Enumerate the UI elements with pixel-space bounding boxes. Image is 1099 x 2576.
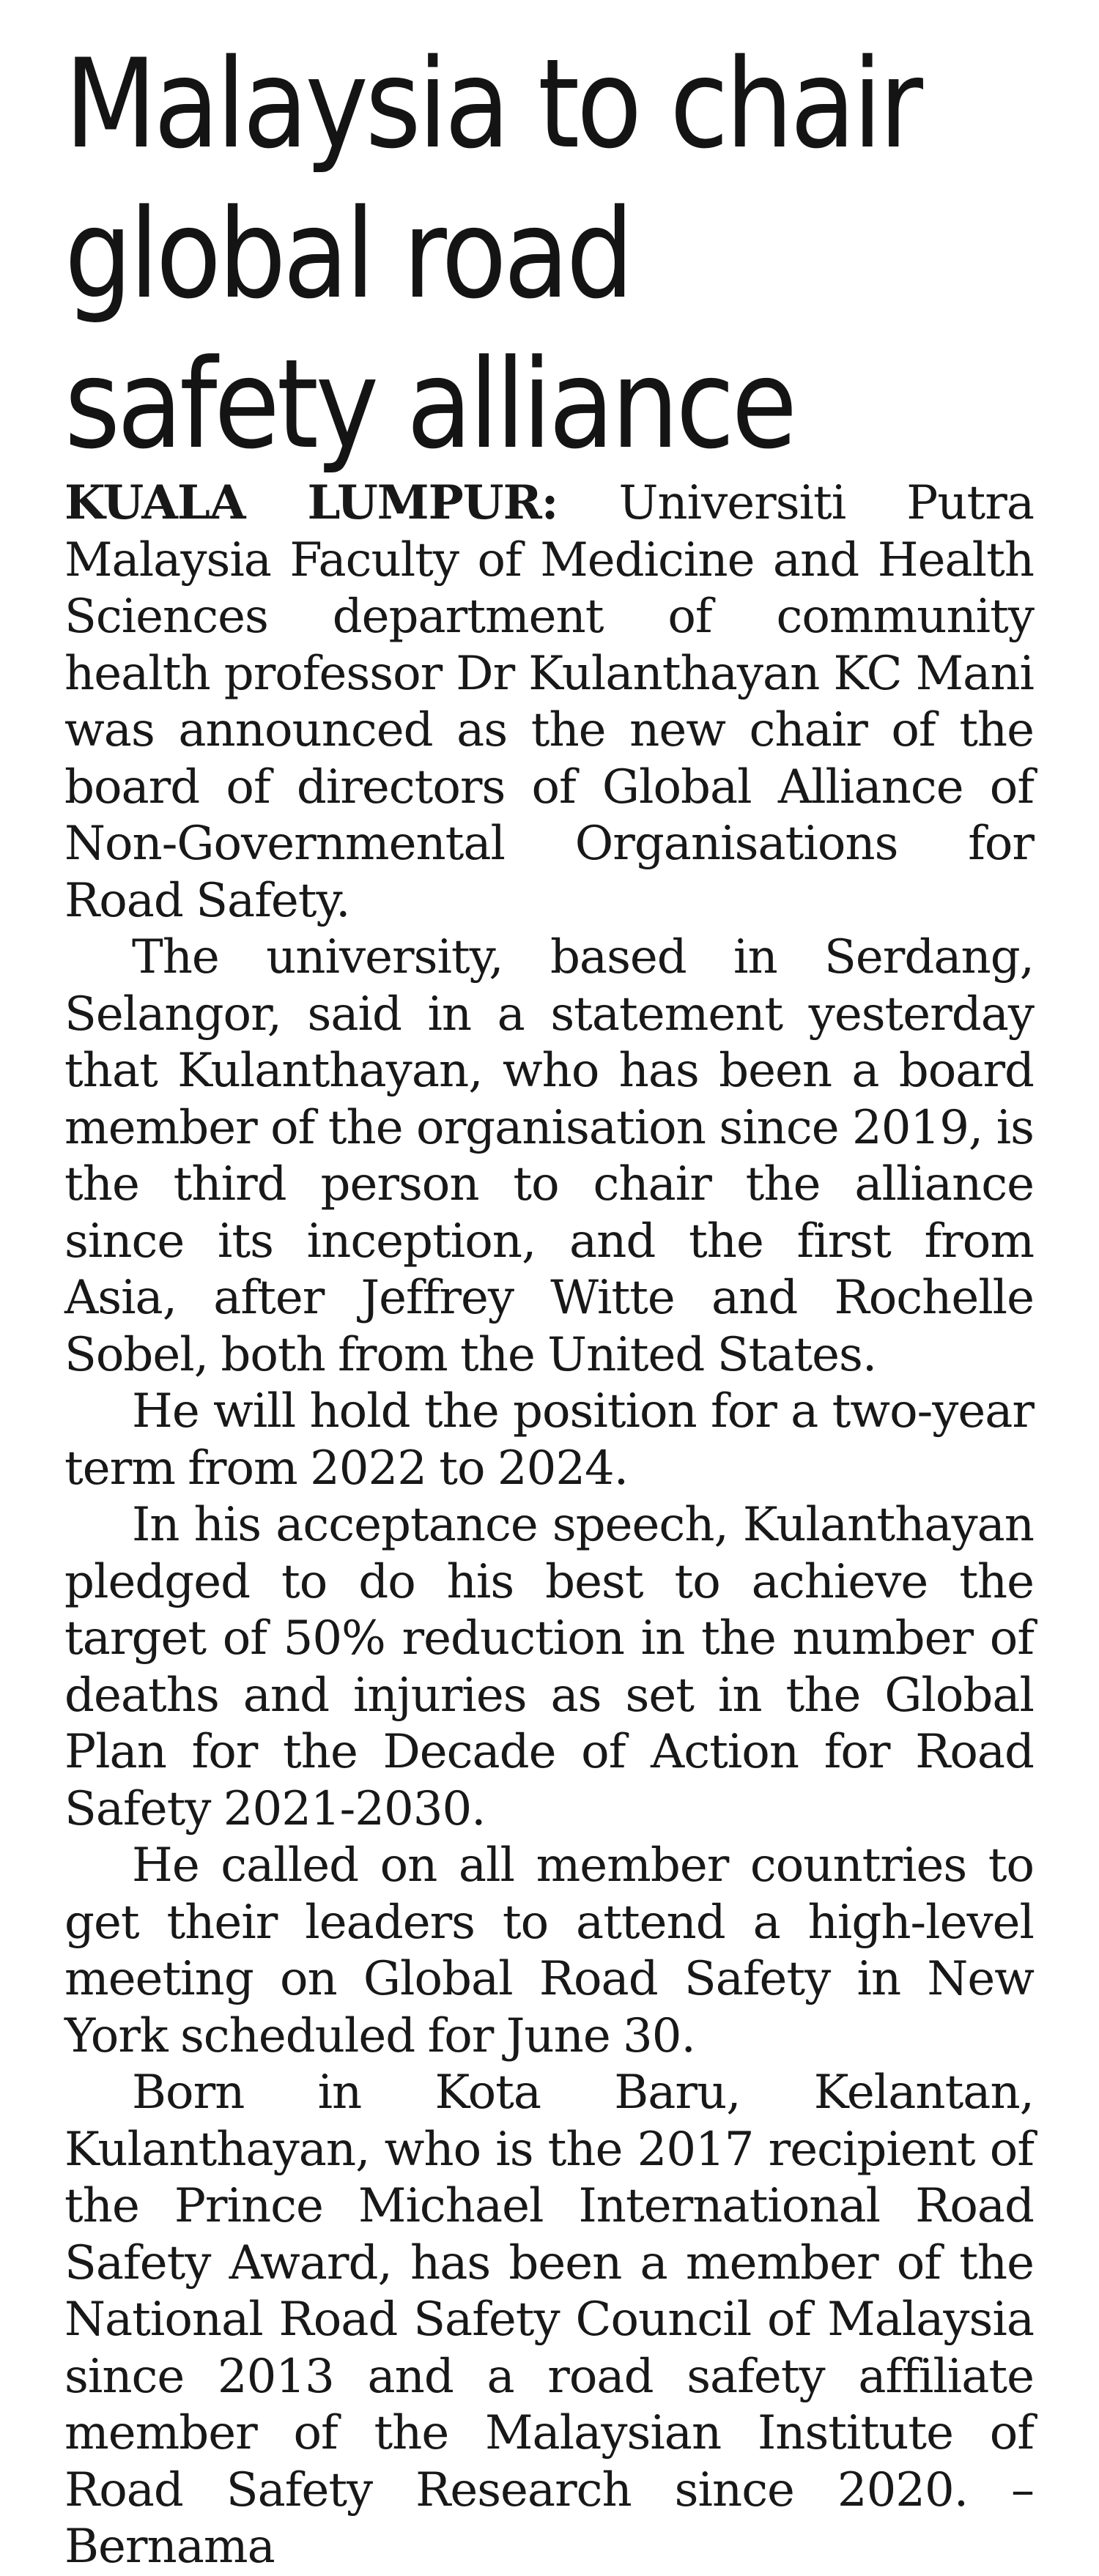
paragraph-3: He will hold the position for a two-year term from 2022 to 2024. [64,1384,1034,1496]
paragraph-1 [64,475,1034,929]
paragraph-2: The university, based in Serdang, Selangor, said in a statement yesterday that Kulanthayan, who has been a board member of the organisation since 2019, is the third person to chair the alliance since its inception, and the first from Asia, after Jeffrey Witte and Rochelle Sobel, both from the United States. [64,930,1034,1382]
article-headline [64,29,931,480]
article-body [64,475,1034,2576]
headline-line-1: Malaysia to chair [64,32,920,176]
paragraph-1-text: Universiti Putra Malaysia Faculty of Medicine and Health Sciences department of community health professor Dr Kulanthayan KC Mani was announced as the new chair of the board of directors of Global Alliance of Non-Governmental Organisations for Road Safety. [64,476,1035,928]
paragraph-4: In his acceptance speech, Kulanthayan pledged to do his best to achieve the target of 50% reduction in the number of deaths and injuries as set in the Global Plan for the Decade of Action for Road Safety 2021-2030. [64,1498,1034,1836]
paragraph-5: He called on all member countries to get their leaders to attend a high-level meeting on Global Road Safety in New York scheduled for June 30. [64,1838,1034,2063]
headline-line-3: safety alliance [64,333,794,476]
headline-line-2: global road [64,182,632,326]
paragraph-6: Born in Kota Baru, Kelantan, Kulanthayan, who is the 2017 recipient of the Prince Michael International Road Safety Award, has been a member of the National Road Safety Council of Malaysia since 2013 and a road safety affiliate member of the Malaysian Institute of Road Safety Research since 2020. – Bernama [64,2065,1034,2574]
dateline: KUALA LUMPUR: [64,475,558,530]
